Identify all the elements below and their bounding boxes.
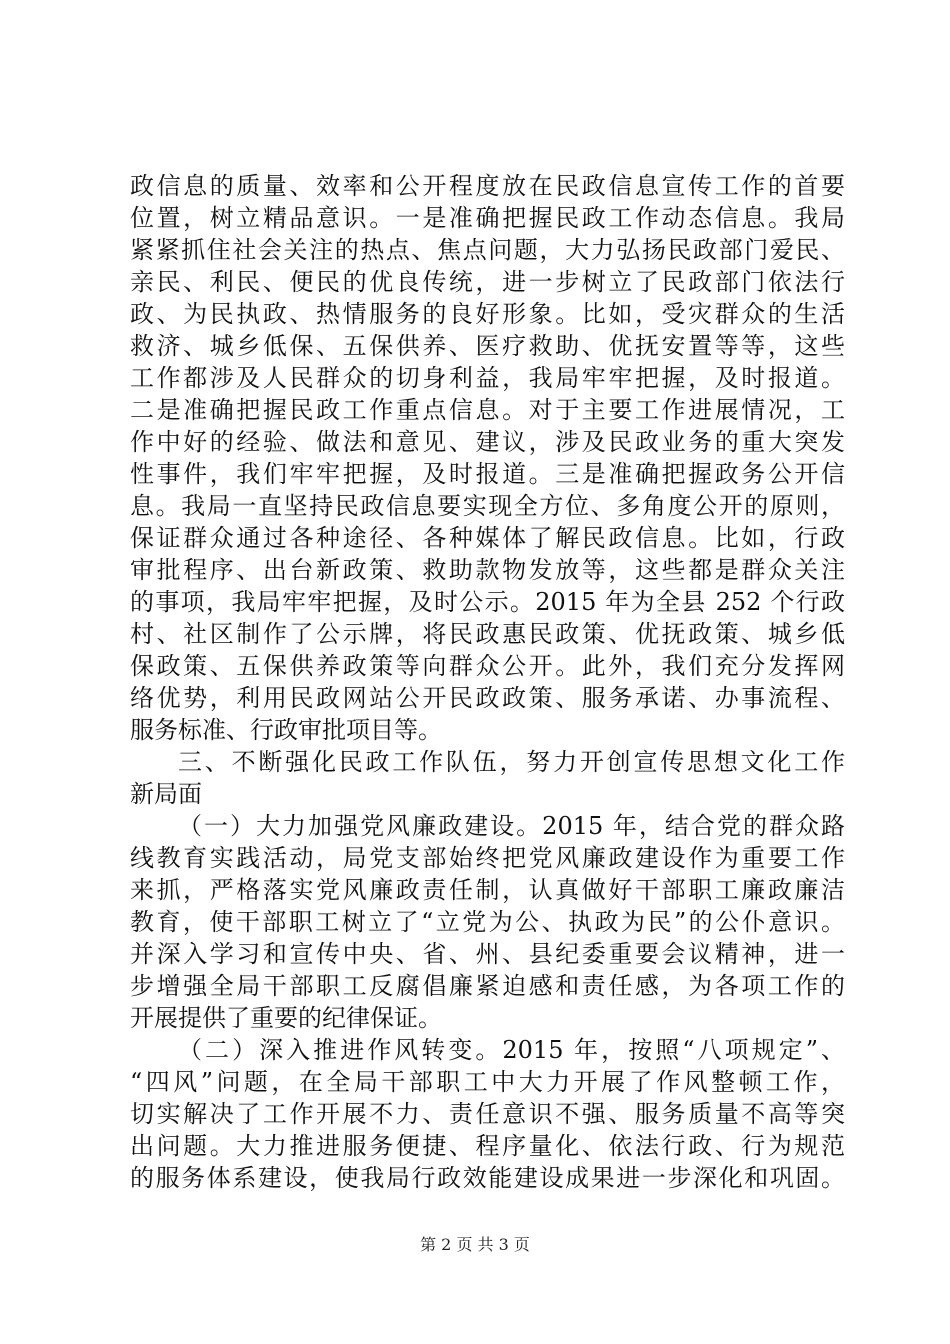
text-line: 二是准确把握民政工作重点信息。对于主要工作进展情况，工: [130, 396, 845, 424]
text-line: （二）深入推进作风转变。2015 年，按照“八项规定”、: [178, 1036, 845, 1064]
text-line: 救济、城乡低保、五保供养、医疗救助、优抚安置等等，这些: [130, 332, 845, 360]
text-line: 作中好的经验、做法和意见、建议，涉及民政业务的重大突发: [130, 428, 845, 456]
text-line: 络优势，利用民政网站公开民政政策、服务承诺、办事流程、: [130, 684, 845, 712]
text-line: “四风”问题，在全局干部职工中大力开展了作风整顿工作，: [130, 1068, 845, 1096]
text-line: （一）大力加强党风廉政建设。2015 年，结合党的群众路: [178, 812, 845, 840]
paragraph-item-1: [130, 810, 845, 1034]
page-number-footer: 第 2 页 共 3 页: [420, 1235, 530, 1254]
text-line: 出问题。大力推进服务便捷、程序量化、依法行政、行为规范: [130, 1132, 845, 1160]
paragraph-1: [130, 170, 845, 746]
text-line: 紧紧抓住社会关注的热点、焦点问题，大力弘扬民政部门爱民、: [130, 236, 845, 264]
text-line: 线教育实践活动，局党支部始终把党风廉政建设作为重要工作: [130, 844, 845, 872]
text-line: 性事件，我们牢牢把握，及时报道。三是准确把握政务公开信: [130, 460, 845, 488]
text-line: 政、为民执政、热情服务的良好形象。比如，受灾群众的生活: [130, 300, 845, 328]
text-line: 位置，树立精品意识。一是准确把握民政工作动态信息。我局: [130, 204, 845, 232]
text-line: 政信息的质量、效率和公开程度放在民政信息宣传工作的首要: [130, 172, 845, 200]
text-line: 的事项，我局牢牢把握，及时公示。2015 年为全县 252 个行政: [130, 588, 845, 616]
text-line: 服务标准、行政审批项目等。: [130, 716, 442, 744]
text-line: 教育，使干部职工树立了“立党为公、执政为民”的公仆意识。: [130, 908, 845, 936]
text-line: 审批程序、出台新政策、救助款物发放等，这些都是群众关注: [130, 556, 845, 584]
text-line: 新局面: [130, 780, 202, 808]
text-line: 的服务体系建设，使我局行政效能建设成果进一步深化和巩固。: [130, 1164, 845, 1192]
text-line: 步增强全局干部职工反腐倡廉紧迫感和责任感，为各项工作的: [130, 972, 845, 1000]
text-line: 保政策、五保供养政策等向群众公开。此外，我们充分发挥网: [130, 652, 845, 680]
document-body: [130, 170, 845, 1194]
text-line: 息。我局一直坚持民政信息要实现全方位、多角度公开的原则，: [130, 492, 845, 520]
paragraph-item-2: [130, 1034, 845, 1194]
section-heading: [130, 746, 845, 810]
text-line: 三、不断强化民政工作队伍，努力开创宣传思想文化工作: [178, 748, 845, 776]
text-line: 并深入学习和宣传中央、省、州、县纪委重要会议精神，进一: [130, 940, 845, 968]
text-line: 亲民、利民、便民的优良传统，进一步树立了民政部门依法行: [130, 268, 845, 296]
text-line: 工作都涉及人民群众的切身利益，我局牢牢把握，及时报道。: [130, 364, 845, 392]
text-line: 切实解决了工作开展不力、责任意识不强、服务质量不高等突: [130, 1100, 845, 1128]
text-line: 开展提供了重要的纪律保证。: [130, 1004, 442, 1032]
text-line: 来抓，严格落实党风廉政责任制，认真做好干部职工廉政廉洁: [130, 876, 845, 904]
text-line: 村、社区制作了公示牌，将民政惠民政策、优抚政策、城乡低: [130, 620, 845, 648]
text-line: 保证群众通过各种途径、各种媒体了解民政信息。比如，行政: [130, 524, 845, 552]
